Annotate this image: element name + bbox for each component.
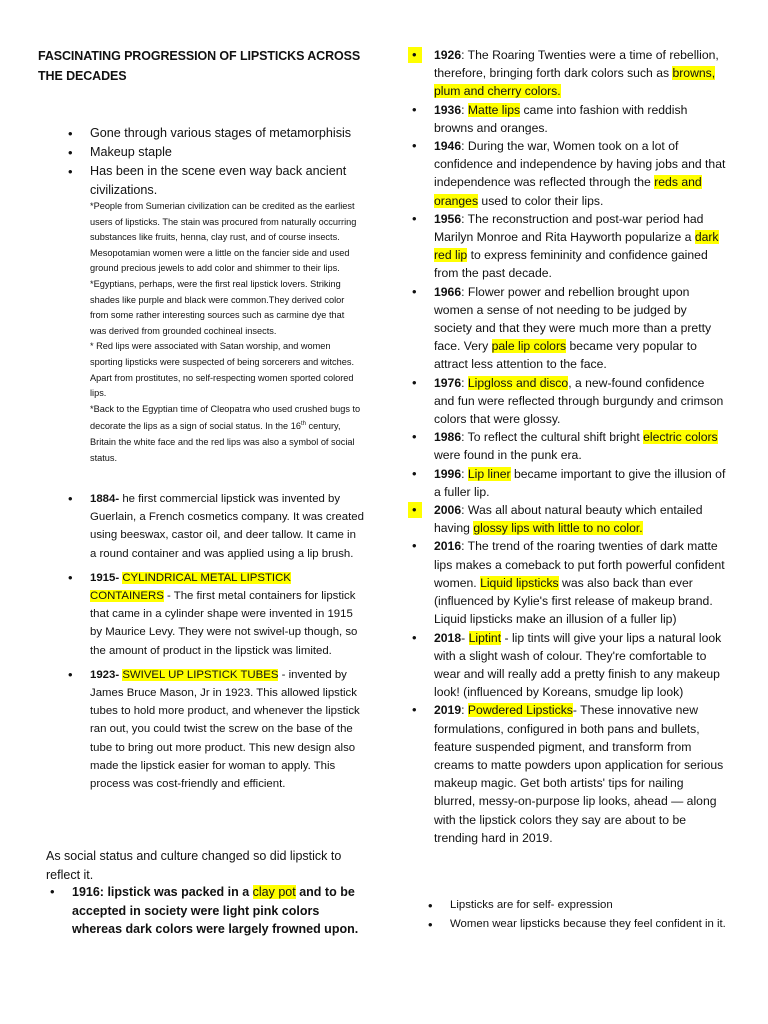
entry-1986: • 1986: To reflect the cultural shift bright electric colors were found in the punk era. (434, 428, 728, 464)
entry-year: 1966 (434, 284, 462, 299)
highlight-text: glossy lips with little to no color. (473, 521, 643, 536)
entry-year: 1976 (434, 375, 462, 390)
entry-1936: • 1936: Matte lips came into fashion with reddish browns and oranges. (434, 101, 728, 137)
highlight-text: electric colors (643, 430, 718, 445)
note-red-lips: * Red lips were associated with Satan worship, and women sporting lipsticks were suspected of being sorcerers and witches. Apart from prostitutes, no self-respecting women sported colored lips. (90, 341, 355, 399)
entry-year: 1923 (90, 668, 116, 681)
document-title: FASCINATING PROGRESSION OF LIPSTICKS ACROSS THE DECADES (38, 49, 361, 83)
entry-2019: • 2019: Powdered Lipsticks- These innovative new formulations, configured in both pans and bullets, feature suspended pigment, and transform from creams to matte powders upon application for serious makeup magic. Get both artists' tips for nailing blurred, messy-on-purpose lip looks, ahead — along with the lipstick colors they say are about to be trending hard in 2019. (434, 701, 728, 847)
highlight-text: CYLINDRICAL METAL LIPSTICK CONTAINERS (90, 571, 291, 603)
intro-item: • Makeup staple (90, 143, 364, 162)
entry-1916-list (72, 883, 364, 939)
entry-1926: • 1926: The Roaring Twenties were a time of rebellion, therefore, bringing forth dark colors such as browns, plum and cherry colors. (434, 46, 728, 101)
entry-year: 1946 (434, 139, 462, 154)
entry-year: 1915 (90, 571, 116, 584)
intro-item: • Has been in the scene even way back ancient civilizations. (90, 162, 364, 200)
entry-year: 2018 (434, 630, 462, 645)
highlight-text: browns, plum and cherry colors. (434, 66, 716, 99)
entry-1916: • 1916: lipstick was packed in a clay pot and to be accepted in society were light pink colors whereas dark colors were largely frowned upon. (72, 883, 364, 939)
entry-1976: • 1976: Lipgloss and disco, a new-found confidence and fun were reflected through burgundy and crimson colors that were glossy. (434, 374, 728, 429)
highlighted-bullet (408, 47, 422, 63)
highlight-text: dark red lip (434, 230, 719, 263)
entry-year: 2006 (434, 503, 462, 518)
entry-year: 1986 (434, 430, 462, 445)
highlighted-bullet (408, 502, 422, 518)
highlight-text: clay pot (252, 885, 296, 899)
entry-year: 1926 (434, 48, 462, 62)
entry-1956: • 1956: The reconstruction and post-war period had Marilyn Monroe and Rita Hayworth popularize a dark red lip to express femininity and confidence gained from the past decade. (434, 210, 728, 283)
highlight-text: Powdered Lipsticks (467, 703, 573, 718)
entry-year: 1996 (434, 466, 462, 481)
highlight-text: Lip liner (467, 466, 511, 481)
entry-2016: • 2016: The trend of the roaring twenties of dark matte lips makes a comeback to put forth powerful confident women. Liquid lipsticks was also back than ever (influenced by Kylie's first release of makeup brand. Liquid lipsticks make an illusion of a fuller lip) (434, 537, 728, 628)
note-sumerian: *People from Sumerian civilization can be credited as the earliest users of lipsticks. The stain was procured from naturally occurring substances like fruits, henna, clay rust, and of course insects. Mesopotamian women were a little on the fancier side and used ground precious jewels to add color and shimmer to their lips. (90, 201, 357, 274)
entry-year: 2019 (434, 703, 462, 718)
highlight-text: pale lip colors (491, 339, 567, 354)
closing-item: • Lipsticks are for self- expression (450, 896, 728, 915)
right-timeline (434, 46, 728, 847)
highlight-text: Liquid lipsticks (480, 575, 559, 590)
closing-list (450, 896, 728, 934)
social-status-text: As social status and culture changed so did lipstick to reflect it. (46, 849, 342, 882)
highlight-text: Lipgloss and disco (467, 375, 569, 390)
entry-year: 2016 (434, 539, 462, 554)
entry-2018: • 2018- Liptint - lip tints will give your lips a natural look with a slight wash of colour. They're comfortable to wear and will really add a pretty finish to any makeup look! (influenced by Koreans, smudge lip look) (434, 629, 728, 702)
entry-2006: • 2006: Was all about natural beauty which entailed having glossy lips with little to no color. (434, 501, 728, 537)
entry-text: he first commercial lipstick was invented by Guerlain, a French cosmetics company. It was created using beeswax, castor oil, and deer tallow. It came in a round container and was applied using a lip brush. (90, 493, 364, 560)
entry-1946: • 1946: During the war, Women took on a lot of confidence and independence by having jobs and that independence was reflected through the reds and oranges used to color their lips. (434, 137, 728, 210)
highlight-text: Matte lips (467, 102, 521, 117)
left-timeline (90, 490, 364, 793)
history-notes (90, 199, 362, 466)
note-egyptian: *Egyptians, perhaps, were the first real lipstick lovers. Striking shades like purple and black were common.They derived color from some rather interesting sources such as carmine dye that was derived from grounded cochineal insects. (90, 278, 345, 336)
closing-item: • Women wear lipsticks because they feel confident in it. (450, 915, 728, 934)
intro-item: • Gone through various stages of metamorphisis (90, 124, 364, 143)
entry-text: - invented by James Bruce Mason, Jr in 1923. This allowed lipstick tubes to hold more product, and whenever the lipstick ran out, you could twist the screw on the base of the tube to bring out more product. This new design also made the lipstick easier for woman to apply. This process was cost-friendly and efficient. (90, 668, 360, 791)
highlight-text: reds and oranges (434, 175, 702, 208)
entry-1915: • 1915- CYLINDRICAL METAL LIPSTICK CONTAINERS - The first metal containers for lipstick that came in a cylinder shape were invented in 1915 by Maurice Levy. They were not swivel-up though, so the amount of product in the lipstick was limited. (90, 569, 364, 660)
entry-1923: • 1923- SWIVEL UP LIPSTICK TUBES - invented by James Bruce Mason, Jr in 1923. This allowed lipstick tubes to hold more product, and whenever the lipstick ran out, you could twist the screw on the base of the tube to bring out more product. This new design also made the lipstick easier for woman to apply. This process was cost-friendly and efficient. (90, 666, 364, 793)
entry-text: - The first metal containers for lipstick that came in a cylinder shape were invented in 1915 by Maurice Levy. They were not swivel-up though, so the amount of product in the lipstick was limited. (90, 590, 358, 657)
entry-1996: • 1996: Lip liner became important to give the illusion of a fuller lip. (434, 465, 728, 501)
entry-1966: • 1966: Flower power and rebellion brought upon women a sense of not needing to be judged by society and that they were much more than a pretty face. Very pale lip colors became very popular to attract less attention to the face. (434, 283, 728, 374)
note-cleopatra: *Back to the Egyptian time of Cleopatra who used crushed bugs to decorate the lips as a sign of social status. In the 16th century, Britain the white face and the red lips was also a symbol of social status. (90, 403, 361, 463)
entry-year: 1936 (434, 102, 462, 117)
entry-year: 1956 (434, 211, 462, 226)
entry-year: 1884 (90, 493, 116, 505)
highlight-text: SWIVEL UP LIPSTICK TUBES (122, 668, 279, 681)
intro-list (90, 124, 364, 200)
entry-1884: • 1884- he first commercial lipstick was invented by Guerlain, a French cosmetics company. It was created using beeswax, castor oil, and deer tallow. It came in a round container and was applied using a lip brush. (90, 490, 364, 563)
highlight-text: Liptint (468, 630, 502, 645)
